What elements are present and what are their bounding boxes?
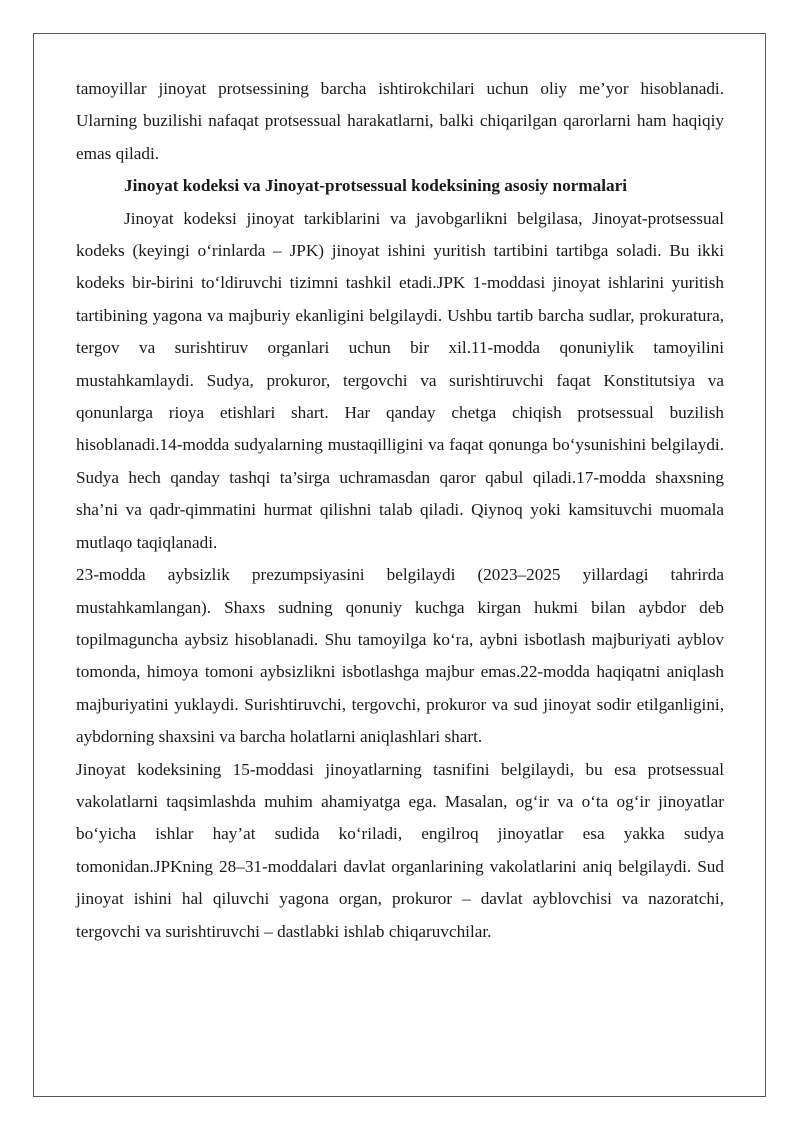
paragraph-codes-overview: Jinoyat kodeksi jinoyat tarkiblarini va javobgarlikni belgilasa, Jinoyat-protsessual kodeks (keyingi o‘rinlarda – JPK) jinoyat ishini yuritish tartibini tartibga soladi. Bu ikki kodeks bir-birini to‘ldiruvchi tizimni tashkil etadi.JPK 1-moddasi jinoyat ishlarini yuritish tartibining yagona va majburiy ekanligini belgilaydi. Ushbu tartib barcha sudlar, prokuratura, tergov va surishtiruv organlari uchun bir xil.11-modda qonuniylik tamoyilini mustahkamlaydi. Sudya, prokuror, tergovchi va surishtiruvchi faqat Konstitutsiya va qonunlarga rioya etishlari shart. Har qanday chetga chiqish protsessual buzilish hisoblanadi.14-modda sudyalarning mustaqilligini va faqat qonunga bo‘ysunishini belgilaydi. Sudya hech qanday tashqi ta’sirga uchramasdan qaror qabul qiladi.17-modda shaxsning sha’ni va qadr-qimmatini hurmat qilishni talab qiladi. Qiynoq yoki kamsituvchi muomala mutlaqo taqiqlanadi. (76, 208, 724, 552)
section-heading: Jinoyat kodeksi va Jinoyat-protsessual kodeksining asosiy normalari (124, 176, 627, 196)
paragraph-continuation: tamoyillar jinoyat protsessining barcha ishtirokchilari uchun oliy me’yor hisoblanadi. Ularning buzilishi nafaqat protsessual harakatlarni, balki chiqarilgan qarorlarni ham haqiqiy emas qiladi. (76, 79, 724, 163)
paragraph-presumption-of-innocence: 23-modda aybsizlik prezumpsiyasini belgilaydi (2023–2025 yillardagi tahrirda mustahkamlangan). Shaxs sudning qonuniy kuchga kirgan hukmi bilan aybdor deb topilmaguncha aybsiz hisoblanadi. Shu tamoyilga ko‘ra, aybni isbotlash majburiyati ayblov tomonda, himoya tomoni aybsizlikni isbotlashga majbur emas.22-modda haqiqatni aniqlash majburiyatini yuklaydi. Surishtiruvchi, tergovchi, prokuror va sud jinoyat sodir etilganligini, aybdorning shaxsini va barcha holatlarni aniqlashlari shart. (76, 565, 724, 747)
paragraph-crime-classification: Jinoyat kodeksining 15-moddasi jinoyatlarning tasnifini belgilaydi, bu esa protsessual vakolatlarni taqsimlashda muhim ahamiyatga ega. Masalan, og‘ir va o‘ta og‘ir jinoyatlar bo‘yicha ishlar hay’at sudida ko‘riladi, engilroq jinoyatlar esa yakka sudya tomonidan.JPKning 28–31-moddalari davlat organlarining vakolatlarini aniq belgilaydi. Sud jinoyat ishini hal qiluvchi yagona organ, prokuror – davlat ayblovchisi va nazoratchi, tergovchi va surishtiruvchi – dastlabki ishlab chiqaruvchilar. (76, 759, 724, 941)
document-body (76, 73, 724, 948)
